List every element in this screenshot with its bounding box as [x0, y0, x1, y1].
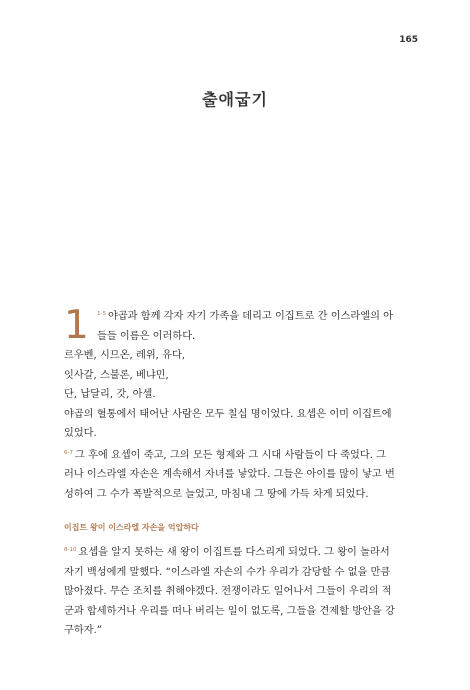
page-number: 165 [399, 35, 418, 45]
text-line-content: 그 후에 요셉이 죽고, 그의 모든 형제와 그 시대 사람들이 다 죽었다. 그 [74, 449, 387, 461]
text-line: 잇사갈, 스불론, 베냐민, [64, 369, 169, 381]
section-heading: 이집트 왕이 이스라엘 자손을 억압하다 [64, 523, 199, 532]
text-line: 자기 백성에게 말했다. “이스라엘 자손의 수가 우리가 감당할 수 없을 만큼 [64, 566, 391, 578]
text-line: 있었다. [64, 428, 97, 439]
text-line: 러나 이스라엘 자손은 계속해서 자녀를 낳았다. 그들은 아이를 많이 낳고 번 [64, 469, 395, 480]
section-block [64, 541, 402, 641]
text-line: 단, 납달리, 갓, 아셀. [64, 389, 156, 400]
text-line: 군과 합세하거나 우리를 떠나 버리는 일이 없도록, 그들을 견제할 방안을 강 [64, 605, 395, 617]
chapter-block [64, 305, 402, 504]
text-line: 들들 이름은 이러하다. [97, 330, 196, 342]
book-title: 출애굽기 [202, 90, 268, 109]
text-line: 성하여 그 수가 폭발적으로 늘었고, 마침내 그 땅에 가득 차게 되었다. [64, 488, 369, 500]
verse-number: 8-10 [64, 547, 77, 553]
text-line: 구하자.” [64, 625, 102, 636]
text-line-content: 요셉을 알지 못하는 새 왕이 이집트를 다스리게 되었다. 그 왕이 놀라서 [78, 547, 390, 558]
verse-number: 1-5 [97, 311, 106, 317]
text-line [64, 541, 402, 563]
chapter-number: 1 [64, 303, 89, 348]
text-line [64, 444, 402, 466]
text-line: 르우벤, 시므온, 레위, 유다, [64, 350, 186, 361]
text-line-content: 야곱과 함께 각자 자기 가족을 데리고 이집트로 간 이스라엘의 아 [107, 311, 393, 322]
text-line: 야곱의 혈통에서 태어난 사람은 모두 칠십 명이었다. 요셉은 이미 이집트에 [64, 408, 392, 420]
text-line: 많아졌다. 무슨 조치를 취해야겠다. 전쟁이라도 일어나서 그들이 우리의 적 [64, 586, 392, 597]
verse-number: 6-7 [64, 449, 73, 456]
text-line [64, 305, 402, 327]
